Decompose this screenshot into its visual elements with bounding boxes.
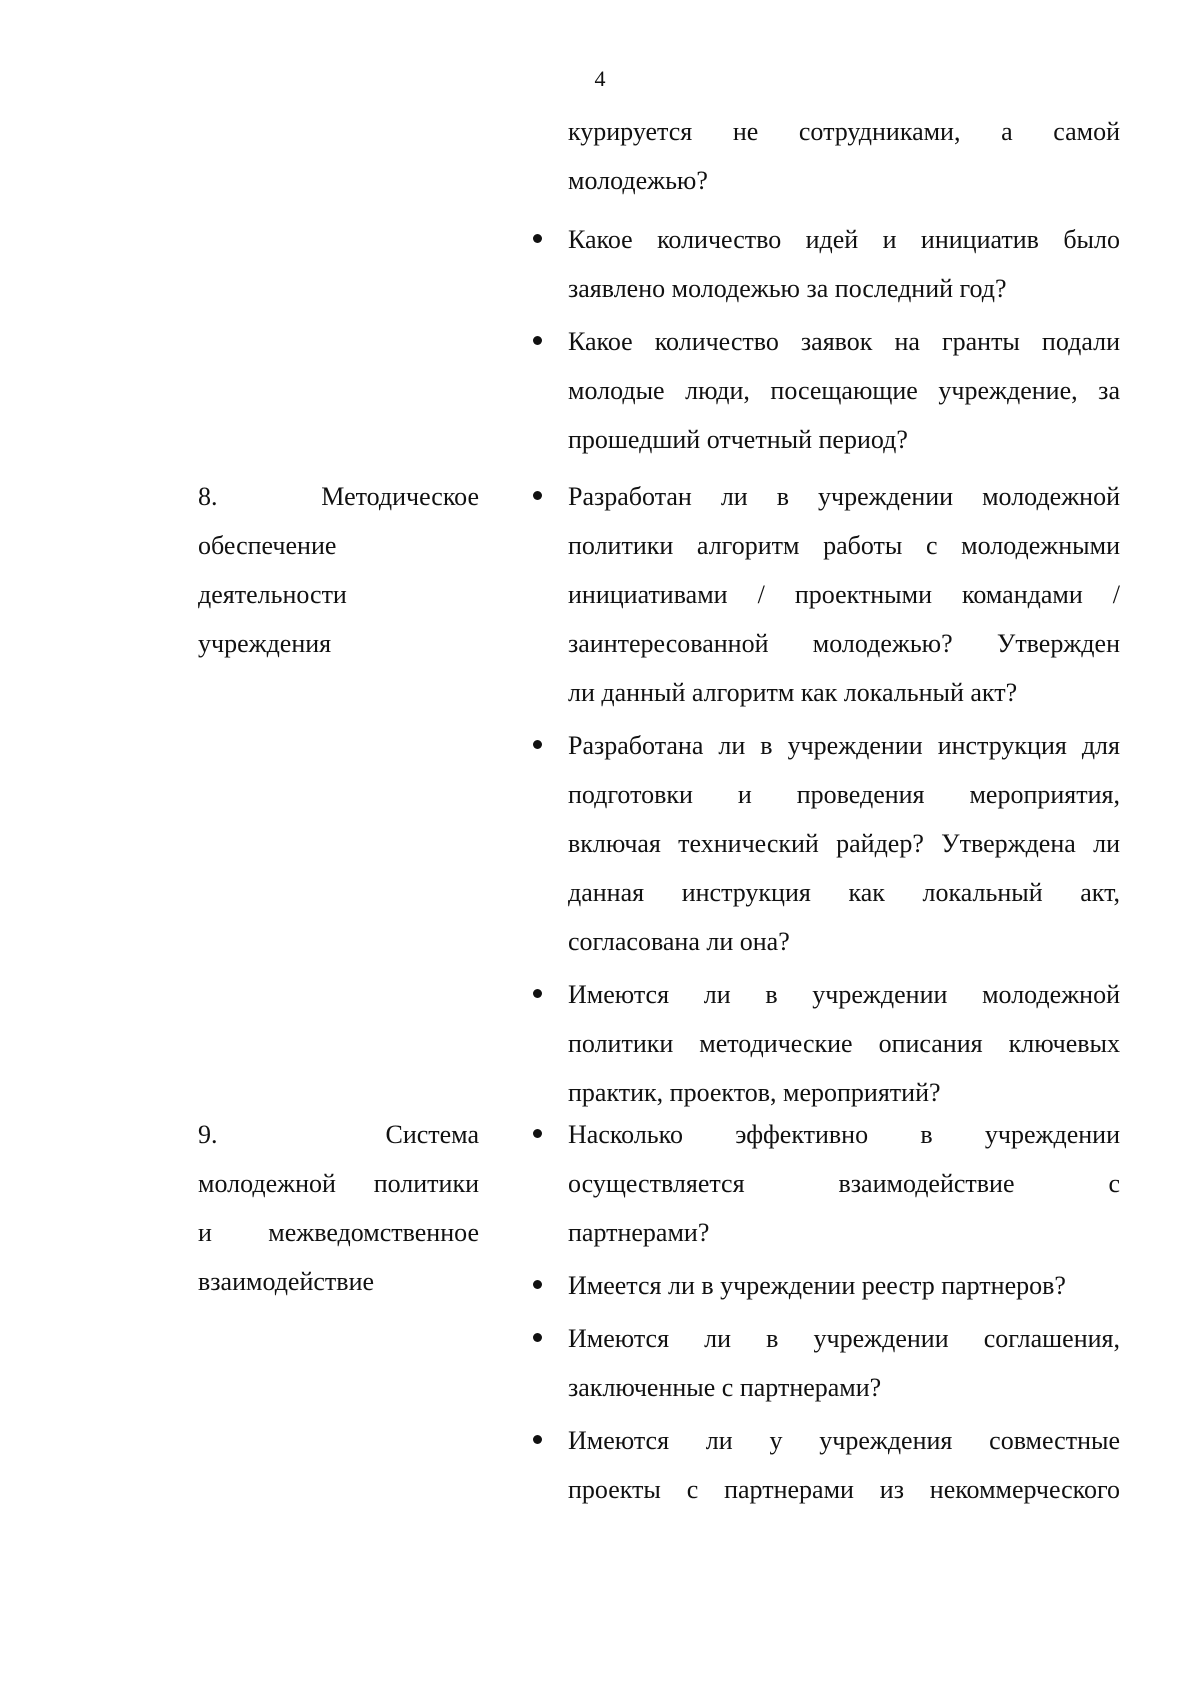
text-line: данная инструкция как локальный акт, — [568, 878, 1120, 907]
label-line: взаимодействие — [198, 1267, 375, 1296]
text-line: политики алгоритм работы с молодежными — [568, 531, 1120, 560]
label-line: молодежной политики — [198, 1169, 479, 1198]
bullet-icon — [533, 1280, 542, 1289]
text-line: заинтересованной молодежью? Утвержден — [568, 629, 1120, 658]
list-item — [0, 1110, 1200, 1257]
list-item-text — [568, 970, 1120, 1117]
list-item — [0, 1261, 1200, 1310]
text-line: политики методические описания ключевых — [568, 1029, 1120, 1058]
text-line: курируется не сотрудниками, а самой — [568, 117, 1120, 146]
label-line: деятельности — [198, 580, 347, 609]
text-line: заявлено молодежью за последний год? — [568, 274, 1007, 303]
continuation-item — [0, 107, 1200, 205]
text-line: практик, проектов, мероприятий? — [568, 1078, 941, 1107]
top-bullet-list — [0, 215, 1200, 468]
continuation-text — [568, 107, 1120, 205]
text-line: инициативами / проектными командами / — [568, 580, 1120, 609]
list-item — [0, 721, 1200, 966]
text-line: включая технический райдер? Утверждена ли — [568, 829, 1120, 858]
list-item — [0, 317, 1200, 464]
text-line: прошедший отчетный период? — [568, 425, 908, 454]
text-line: Какое количество заявок на гранты подали — [568, 327, 1120, 356]
text-line: проекты с партнерами из некоммерческого — [568, 1475, 1120, 1504]
text-line: заключенные с партнерами? — [568, 1373, 882, 1402]
text-line: Какое количество идей и инициатив было — [568, 225, 1120, 254]
text-line: молодые люди, посещающие учреждение, за — [568, 376, 1120, 405]
text-line: ли данный алгоритм как локальный акт? — [568, 678, 1018, 707]
text-line: осуществляется взаимодействие с — [568, 1169, 1120, 1198]
list-item — [0, 1416, 1200, 1514]
label-line: 8. Методическое — [198, 482, 479, 511]
text-line: Насколько эффективно в учреждении — [568, 1120, 1120, 1149]
list-item — [0, 472, 1200, 717]
text-line: Имеются ли в учреждении молодежной — [568, 980, 1120, 1009]
text-line: Имеются ли у учреждения совместные — [568, 1426, 1120, 1455]
list-item-text — [568, 1314, 1120, 1412]
text-line: Разработан ли в учреждении молодежной — [568, 482, 1120, 511]
text-line: партнерами? — [568, 1218, 710, 1247]
text-line: Разработана ли в учреждении инструкция для — [568, 731, 1120, 760]
bullet-icon — [533, 1435, 542, 1444]
list-item-text — [568, 472, 1120, 717]
list-item — [0, 215, 1200, 313]
label-line: учреждения — [198, 629, 332, 658]
bullet-icon — [533, 234, 542, 243]
continuation-block — [0, 107, 1200, 209]
bullet-icon — [533, 1129, 542, 1138]
bullet-icon — [533, 491, 542, 500]
list-item-text — [568, 215, 1120, 313]
bullet-icon — [533, 1333, 542, 1342]
list-item — [0, 970, 1200, 1117]
list-item — [0, 1314, 1200, 1412]
page-number: 4 — [594, 66, 606, 91]
list-item-text — [568, 317, 1120, 464]
label-line: и межведомственное — [198, 1218, 479, 1247]
list-item-text — [568, 1110, 1120, 1257]
section-bullet-list — [0, 472, 1200, 1121]
text-line: Имеются ли в учреждении соглашения, — [568, 1324, 1120, 1353]
text-line: Имеется ли в учреждении реестр партнеров? — [568, 1271, 1066, 1300]
list-item-text — [568, 1261, 1120, 1310]
list-item-text — [568, 721, 1120, 966]
text-line: согласована ли она? — [568, 927, 790, 956]
section-bullet-list — [0, 1110, 1200, 1518]
bullet-icon — [533, 336, 542, 345]
bullet-icon — [533, 740, 542, 749]
list-item-text — [568, 1416, 1120, 1514]
label-line: 9. Система — [198, 1120, 479, 1149]
bullet-icon — [533, 989, 542, 998]
label-line: обеспечение — [198, 531, 337, 560]
text-line: подготовки и проведения мероприятия, — [568, 780, 1120, 809]
text-line: молодежью? — [568, 166, 708, 195]
